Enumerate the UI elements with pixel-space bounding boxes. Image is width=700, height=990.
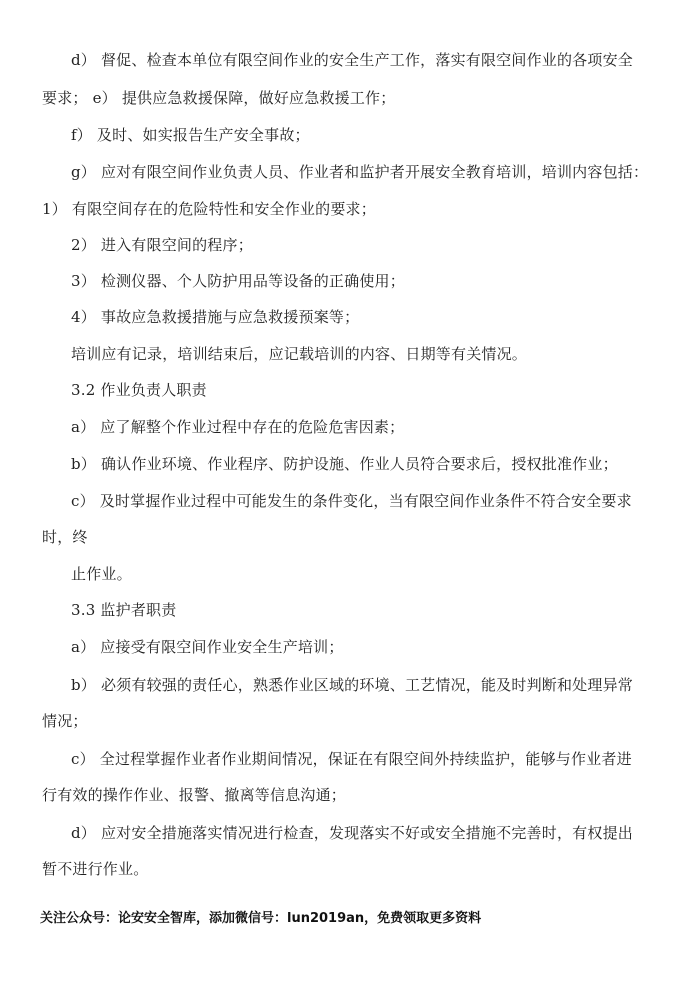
text-line-d-inspect: d） 应对安全措施落实情况进行检查，发现落实不好或安全措施不完善时，有权提出 [71, 824, 633, 842]
text-line-3-equipment: 3） 检测仪器、个人防护用品等设备的正确使用； [71, 272, 405, 290]
text-line-a-hazard-factors: a） 应了解整个作业过程中存在的危险危害因素； [71, 418, 405, 436]
text-line-b-responsibility: b） 必须有较强的责任心，熟悉作业区域的环境、工艺情况，能及时判断和处理异常 [71, 676, 633, 694]
text-line-c-continued: 时，终 [42, 528, 88, 546]
text-line-2-procedure: 2） 进入有限空间的程序； [71, 236, 253, 254]
footer-promo-text: 关注公众号：论安安全智库，添加微信号：lun2019an，免费领取更多资料 [40, 911, 482, 926]
text-line-4-emergency: 4） 事故应急救援措施与应急救援预案等； [71, 308, 360, 326]
text-line-f-report: f） 及时、如实报告生产安全事故； [71, 126, 310, 144]
text-line-g-training: g） 应对有限空间作业负责人员、作业者和监护者开展安全教育培训，培训内容包括： [71, 163, 649, 181]
text-line-requirements-e: 要求； e） 提供应急救援保障，做好应急救援工作； [42, 89, 396, 107]
text-line-1-hazards: 1） 有限空间存在的危险特性和安全作业的要求； [42, 200, 376, 218]
text-line-d-supervise: d） 督促、检查本单位有限空间作业的安全生产工作，落实有限空间作业的各项安全 [71, 51, 633, 69]
section-heading-3-2: 3.2 作业负责人职责 [71, 381, 207, 399]
text-line-stop-work: 止作业。 [71, 565, 132, 583]
text-line-d-continued: 暂不进行作业。 [42, 860, 149, 878]
text-line-a-training: a） 应接受有限空间作业安全生产培训； [71, 638, 344, 656]
text-line-training-record: 培训应有记录，培训结束后，应记载培训的内容、日期等有关情况。 [71, 345, 528, 363]
text-line-c-monitoring: c） 全过程掌握作业者作业期间情况，保证在有限空间外持续监护，能够与作业者进 [71, 750, 632, 768]
section-heading-3-3: 3.3 监护者职责 [71, 601, 177, 619]
text-line-c-changes: c） 及时掌握作业过程中可能发生的条件变化，当有限空间作业条件不符合安全要求 [71, 492, 632, 510]
text-line-b-confirm: b） 确认作业环境、作业程序、防护设施、作业人员符合要求后，授权批准作业； [71, 455, 618, 473]
text-line-b-continued: 情况； [42, 712, 88, 730]
text-line-c-monitoring-continued: 行有效的操作作业、报警、撤离等信息沟通； [42, 786, 347, 804]
